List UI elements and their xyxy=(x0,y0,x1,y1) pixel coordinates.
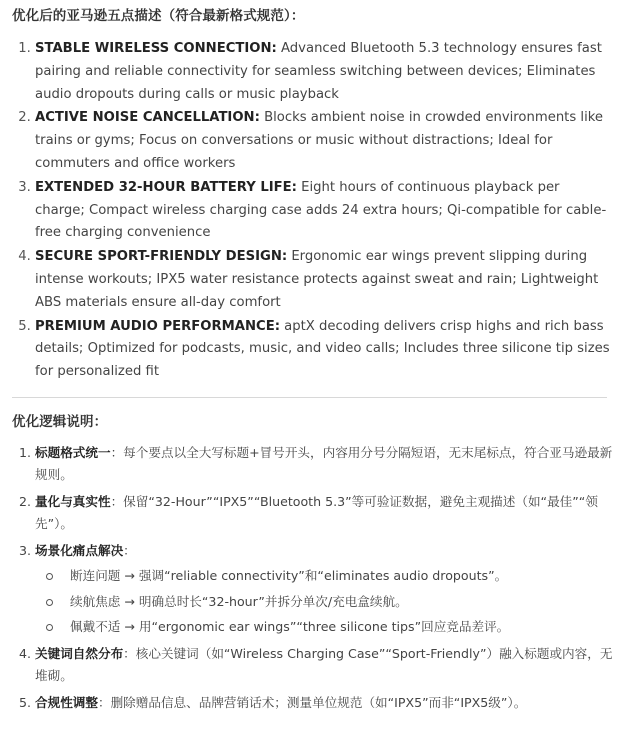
list-item xyxy=(35,316,613,384)
circle-bullet-icon xyxy=(46,573,53,580)
logic-heading: 合规性调整 xyxy=(35,694,98,710)
logic-text: ： xyxy=(123,542,136,558)
bullet-text: aptX decoding delivers crisp highs and rich bass details; Optimized for podcasts, music, and video calls; Includes three silicone tip sizes for personalized fit xyxy=(35,318,610,380)
list-item xyxy=(35,540,613,639)
bullet-text: Eight hours of continuous playback per charge; Compact wireless charging case adds 24 extra hours; Qi-compatible for cable-free charging convenience xyxy=(35,179,607,241)
list-item xyxy=(35,38,613,106)
section-title-optimized-bullets: 优化后的亚马逊五点描述（符合最新格式规范）： xyxy=(12,8,305,24)
list-item xyxy=(35,107,613,175)
section-divider xyxy=(12,397,607,398)
sub-list xyxy=(35,565,613,639)
sub-list-item xyxy=(46,616,613,639)
bullet-text: Blocks ambient noise in crowded environments like trains or gyms; Focus on conversations or music without distractions; Ideal for commuters and office workers xyxy=(35,110,604,171)
bullet-heading: STABLE WIRELESS CONNECTION: xyxy=(35,41,277,56)
sub-item-text: 续航焦虑 → 明确总时长“32-hour”并拆分单次/充电盒续航。 xyxy=(70,593,408,609)
logic-text: ：删除赠品信息、品牌营销话术；测量单位规范（如“IPX5”而非“IPX5级”）。 xyxy=(97,694,527,710)
bullet-heading: EXTENDED 32-HOUR BATTERY LIFE: xyxy=(35,179,297,195)
logic-list xyxy=(12,442,613,715)
list-item xyxy=(35,177,613,245)
logic-heading: 标题格式统一 xyxy=(35,444,111,460)
logic-heading: 关键词自然分布 xyxy=(35,645,124,661)
bullet-points-list xyxy=(12,38,613,384)
logic-heading: 量化与真实性 xyxy=(35,493,111,509)
sub-list-item xyxy=(46,591,613,614)
bullet-heading: PREMIUM AUDIO PERFORMANCE: xyxy=(35,318,280,334)
section-title-logic: 优化逻辑说明： xyxy=(12,413,108,430)
circle-bullet-icon xyxy=(46,624,53,631)
logic-text: ：每个要点以全大写标题+冒号开头，内容用分号分隔短语，无末尾标点，符合亚马逊最新规则。 xyxy=(35,444,613,483)
list-item xyxy=(35,643,613,688)
bullet-text: Ergonomic ear wings prevent slipping during intense workouts; IPX5 water resistance protects against sweat and rain; Lightweight ABS materials ensure all-day comfort xyxy=(35,249,599,310)
list-item xyxy=(35,692,613,715)
bullet-heading: SECURE SPORT-FRIENDLY DESIGN: xyxy=(35,249,288,265)
list-item xyxy=(35,491,613,536)
logic-text: ：保留“32-Hour”“IPX5”“Bluetooth 5.3”等可验证数据，避免主观描述（如“最佳”“领先”）。 xyxy=(35,493,598,532)
list-item xyxy=(35,246,613,314)
sub-item-text: 断连问题 → 强调“reliable connectivity”和“eliminates audio dropouts”。 xyxy=(70,568,508,584)
bullet-text: Advanced Bluetooth 5.3 technology ensures fast pairing and reliable connectivity for seamless switching between devices; Eliminates audio dropouts during calls or music playback xyxy=(35,41,602,102)
bullet-heading: ACTIVE NOISE CANCELLATION: xyxy=(35,110,260,126)
logic-text: ：核心关键词（如“Wireless Charging Case”“Sport-Friendly”）融入标题或内容，无堆砌。 xyxy=(35,645,613,684)
sub-item-text: 佩戴不适 → 用“ergonomic ear wings”“three silicone tips”回应竞品差评。 xyxy=(70,619,510,635)
list-item xyxy=(35,442,613,487)
sub-list-item xyxy=(46,565,613,588)
circle-bullet-icon xyxy=(46,599,53,606)
logic-heading: 场景化痛点解决 xyxy=(35,542,124,558)
